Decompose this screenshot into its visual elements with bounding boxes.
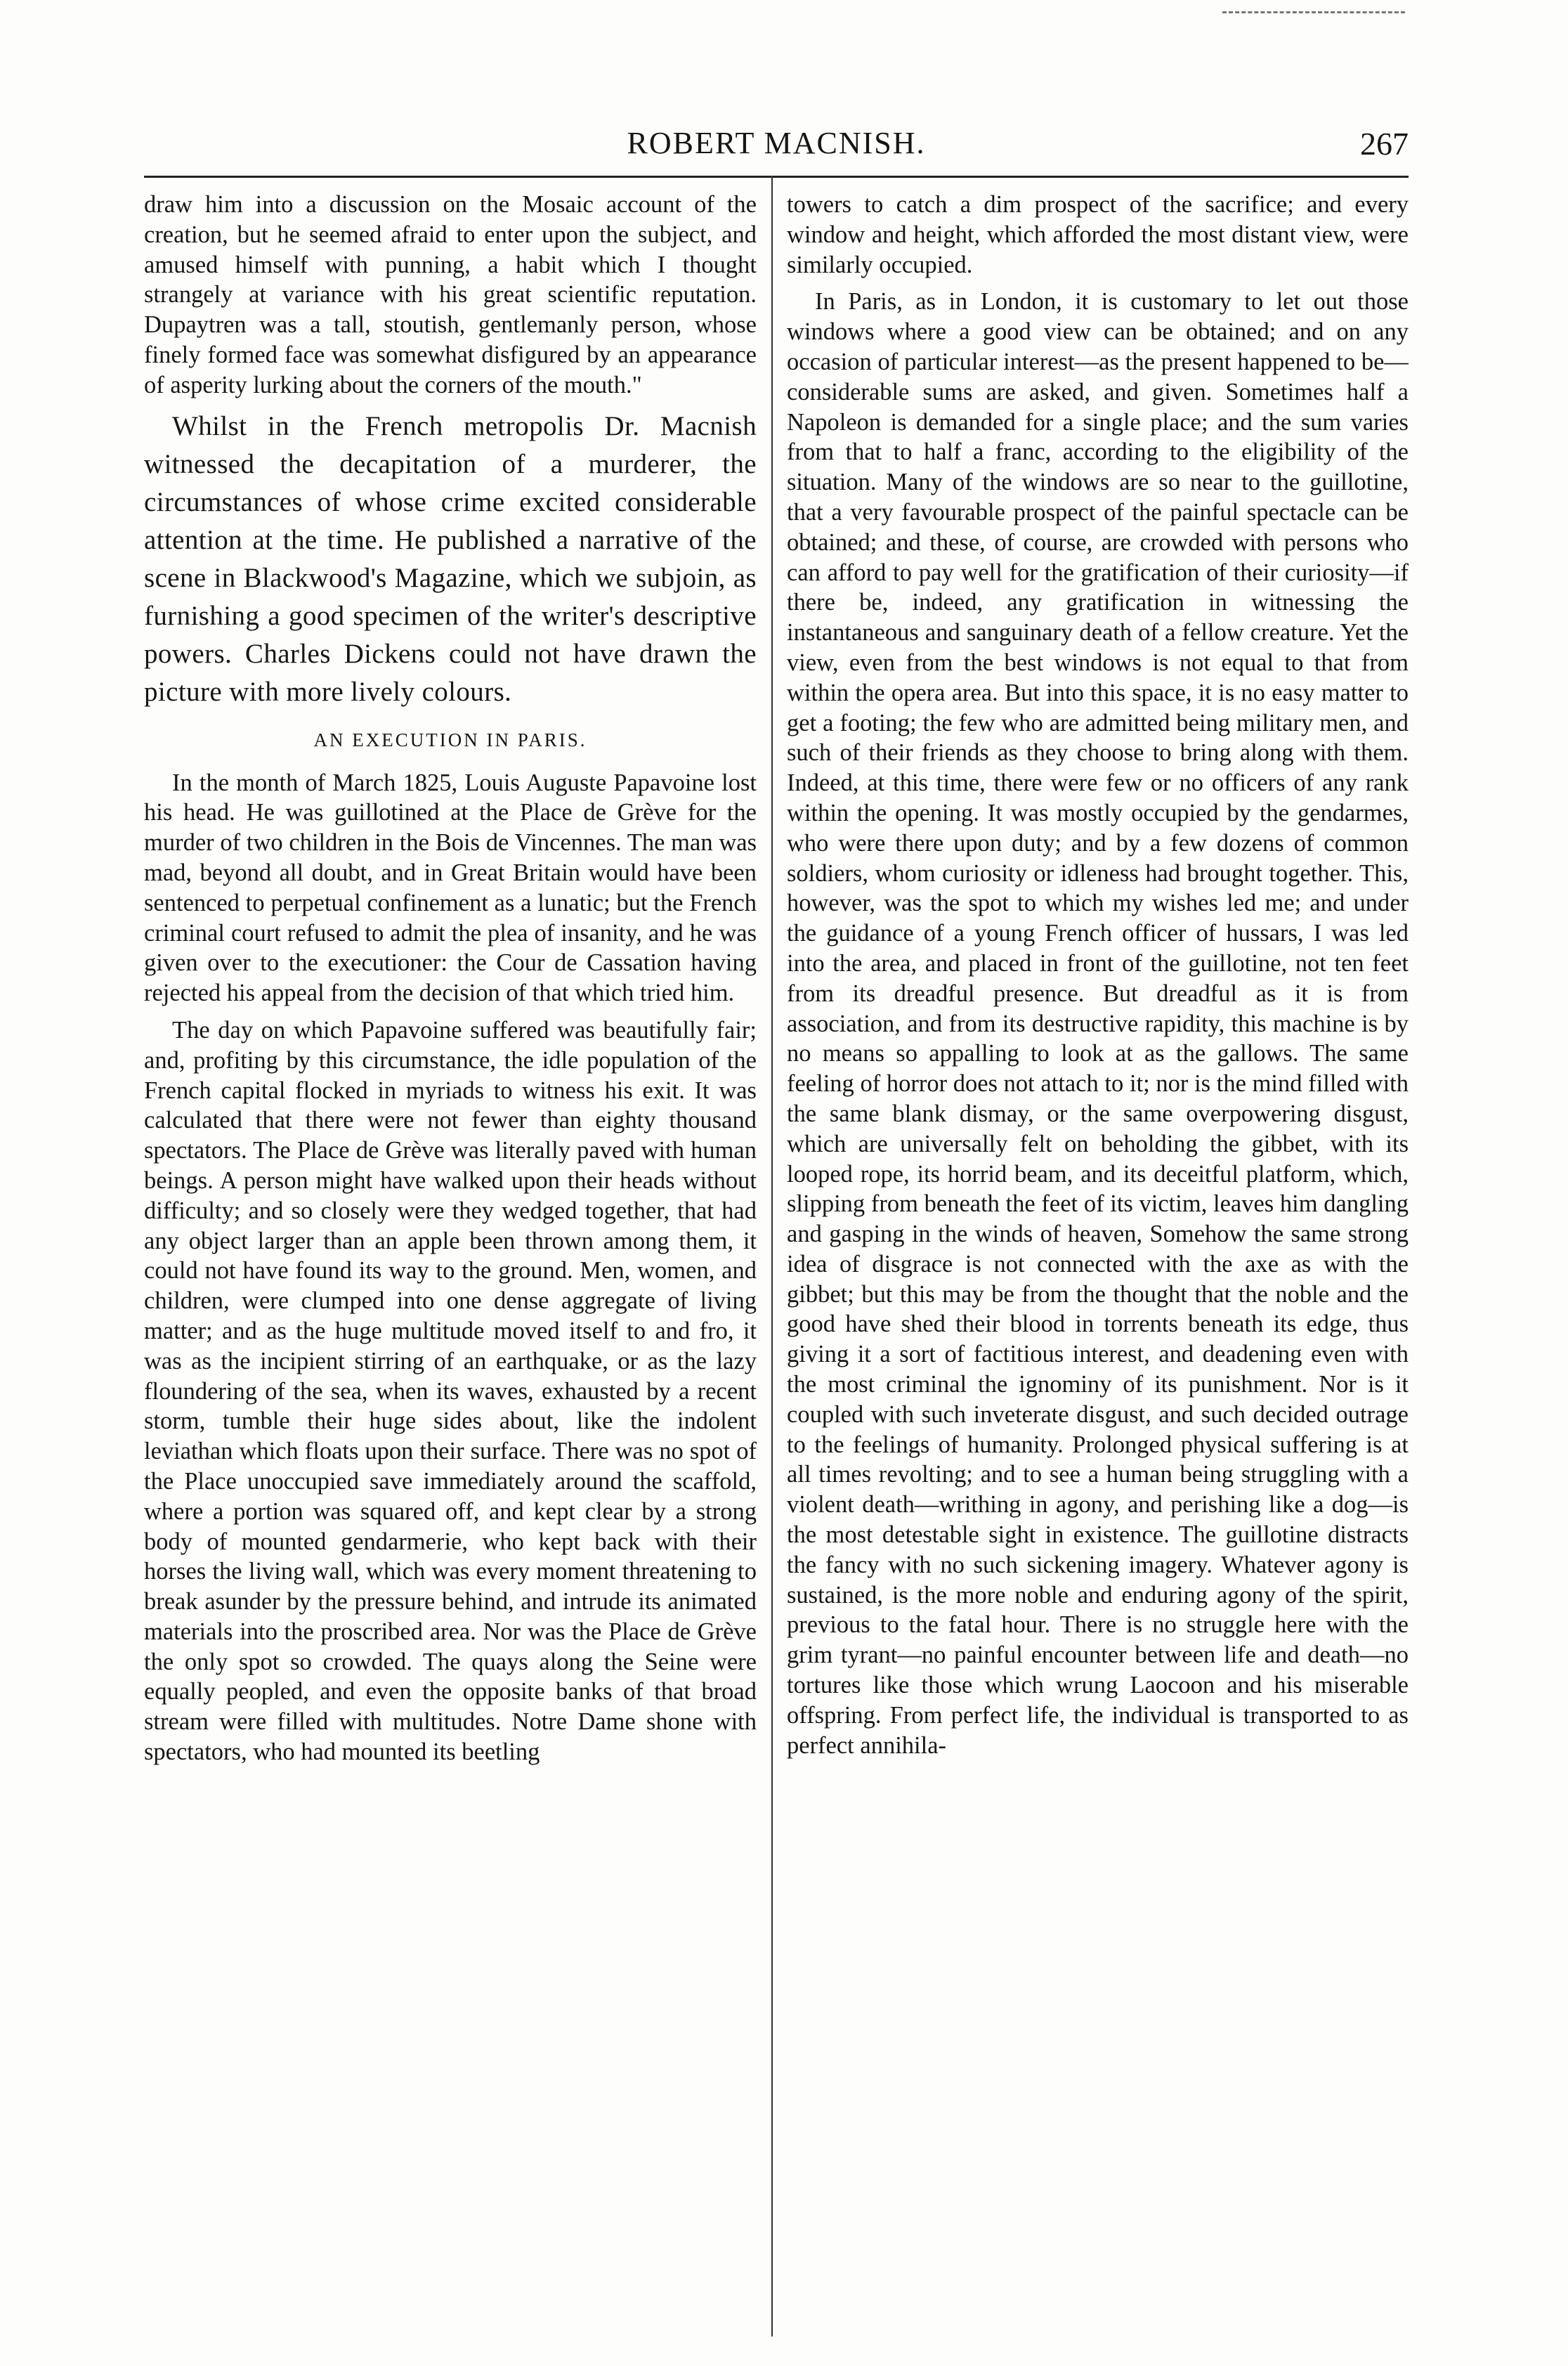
paragraph: In the month of March 1825, Louis Auguste Papavoine lost his head. He was guillotined at the Place de Grève for the murder of two children in the Bois de Vincennes. The man was mad, beyond all doubt, and in Great Britain would have been sentenced to perpetual confinement as a lunatic; but the French criminal court refused to admit the plea of insanity, and he was given over to the executioner: the Cour de Cassation having rejected his appeal from the decision of that which tried him. bbox=[144, 769, 757, 1007]
section-heading: AN EXECUTION IN PARIS. bbox=[313, 729, 587, 750]
top-edge-rule bbox=[1222, 11, 1405, 13]
right-column bbox=[787, 190, 1409, 2333]
page-number: 267 bbox=[1360, 126, 1409, 162]
column-divider bbox=[771, 176, 773, 2336]
page-header bbox=[144, 112, 1409, 176]
paragraph: towers to catch a dim prospect of the sacrifice; and every window and height, which afforded the most distant view, were similarly occupied. bbox=[787, 191, 1409, 278]
quote-continuation: draw him into a discussion on the Mosaic account of the creation, but he seemed afraid to enter upon the subject, and amused himself with punning, a habit which I thought strangely at variance with his great scientific reputation. Dupaytren was a tall, stoutish, gentlemanly person, whose finely formed face was somewhat disfigured by an appearance of asperity lurking about the corners of the mouth." bbox=[144, 191, 757, 398]
left-column bbox=[144, 190, 757, 2333]
header-rule bbox=[144, 176, 1409, 178]
intro-paragraph: Whilst in the French metropolis Dr. Macnish witnessed the decapitation of a murderer, the circumstances of whose crime excited considerable attention at the time. He published a narrative of the scene in Blackwood's Magazine, which we subjoin, as furnishing a good specimen of the writer's descriptive powers. Charles Dickens could not have drawn the picture with more lively colours. bbox=[144, 410, 757, 707]
running-head: ROBERT MACNISH. bbox=[627, 126, 926, 160]
paragraph: The day on which Papavoine suffered was beautifully fair; and, profiting by this circumstance, the idle population of the French capital flocked in myriads to witness his exit. It was calculated that there were not fewer than eighty thousand spectators. The Place de Grève was literally paved with human beings. A person might have walked upon their heads without difficulty; and so closely were they wedged together, that had any object larger than an apple been thrown among them, it could not have found its way to the ground. Men, women, and children, were clumped into one dense aggregate of living matter; and as the huge multitude moved itself to and fro, it was as the incipient stirring of an earthquake, or as the lazy floundering of the sea, when its waves, exhausted by a recent storm, tumble their huge sides about, like the indolent leviathan which floats upon their surface. There was no spot of the Place unoccupied save immediately around the scaffold, where a portion was squared off, and kept clear by a strong body of mounted gendarmerie, who kept back with their horses the living wall, which was every moment threatening to break asunder by the pressure behind, and intrude its animated materials into the proscribed area. Nor was the Place de Grève the only spot so crowded. The quays along the Seine were equally peopled, and even the opposite banks of that broad stream were filled with multitudes. Notre Dame shone with spectators, who had mounted its beetling bbox=[144, 1016, 757, 1766]
paragraph: In Paris, as in London, it is customary to let out those windows where a good view can be obtained; and on any occasion of particular interest—as the present happened to be—considerable sums are asked, and given. Sometimes half a Napoleon is demanded for a single place; and the sum varies from that to half a franc, according to the eligibility of the situation. Many of the windows are so near to the guillotine, that a very favourable prospect of the painful spectacle can be obtained; and these, of course, are crowded with persons who can afford to pay well for the gratification of their curiosity—if there be, indeed, any gratification in witnessing the instantaneous and sanguinary death of a fellow creature. Yet the view, even from the best windows is not equal to that from within the opera area. But into this space, it is no easy matter to get a footing; the few who are admitted being military men, and such of their friends as they choose to bring along with them. Indeed, at this time, there were few or no officers of any rank within the opening. It was mostly occupied by the gendarmes, who were there upon duty; and by a few dozens of common soldiers, whom curiosity or idleness had brought together. This, however, was the spot to which my wishes led me; and under the guidance of a young French officer of hussars, I was led into the area, and placed in front of the guillotine, not ten feet from its dreadful presence. But dreadful as it is from association, and from its destructive rapidity, this machine is by no means so appalling to look at as the gallows. The same feeling of horror does not attach to it; nor is the mind filled with the same blank dismay, or the same overpowering disgust, which are universally felt on beholding the gibbet, with its looped rope, its horrid beam, and its deceitful platform, which, slipping from beneath the feet of its victim, leaves him dangling and gasping in the winds of heaven, Somehow the same strong idea of disgrace is not connected with the axe as with the gibbet; but this may be from the thought that the noble and the good have shed their blood in torrents beneath its edge, thus giving it a sort of factitious interest, and deadening even with the most criminal the ignominy of its punishment. Nor is it coupled with such inveterate disgust, and such decided outrage to the feelings of humanity. Prolonged physical suffering is at all times revolting; and to see a human being struggling with a violent death—writhing in agony, and perishing like a dog—is the most detestable sight in existence. The guillotine distracts the fancy with no such sickening imagery. Whatever agony is sustained, is the more noble and enduring agony of the spirit, previous to the fatal hour. There is no struggle here with the grim tyrant—no painful encounter between life and death—no tortures like those which wrung Laocoon and his miserable offspring. From perfect life, the individual is transported to as perfect annihila- bbox=[787, 288, 1409, 1759]
